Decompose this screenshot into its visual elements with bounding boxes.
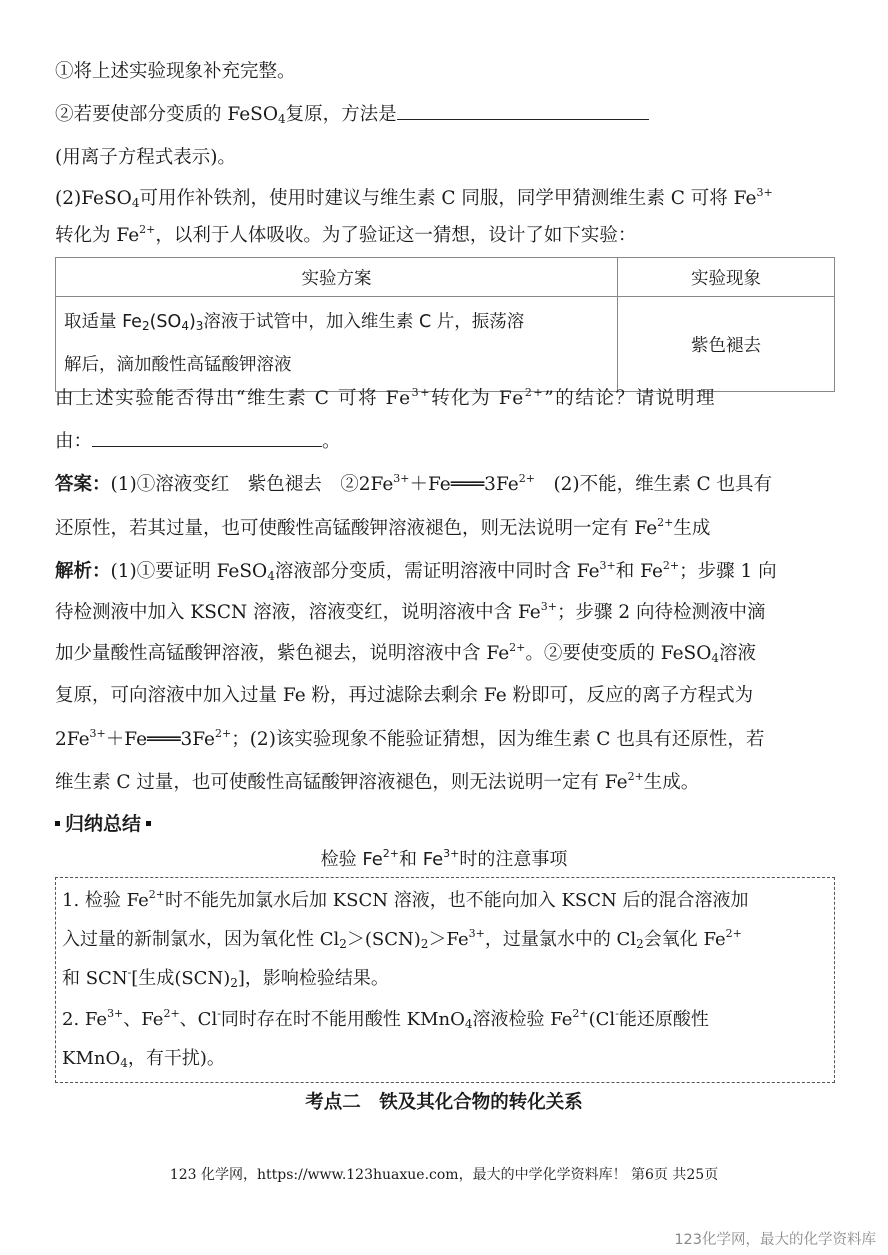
answer-line-2: 还原性，若其过量，也可使酸性高锰酸钾溶液褪色，则无法说明一定有 $Fe^{2+}$生成 (55, 516, 711, 539)
answer-blank-1 (397, 101, 649, 120)
observation-cell: 紫色褪去 (618, 297, 835, 392)
analysis-line-2: 待检测液中加入 KSCN 溶液，溶液变红，说明溶液中含 $Fe^{3+}$；步骤 2 向待检测液中滴 (55, 600, 766, 623)
section-title: 考点二 铁及其化合物的转化关系 (305, 1092, 583, 1113)
note-2-line-2: KMnO$_4$，有干扰)。 (62, 1048, 225, 1070)
bullet-square-icon (55, 821, 60, 826)
summary-title: 检验 $Fe^{2+}$和 $Fe^{3+}$时的注意事项 (320, 847, 568, 870)
question-2-line-2: 转化为 $Fe^{2+}$，以利于人体吸收。为了验证这一猜想，设计了如下实验： (55, 223, 637, 246)
note-2-line-1: 2. $Fe^{3+}$、$Fe^{2+}$、Cl-同时存在时不能用酸性 KMnO$_4$溶液检验 $Fe^{2+}(Cl^-$能还原酸性 (62, 1007, 709, 1031)
answer-label: 答案： (55, 474, 111, 495)
plan-cell: 取适量 $Fe_2(SO_4)_3$溶液于试管中，加入维生素 C 片，振荡溶 解后，滴加酸性高锰酸钾溶液 (56, 297, 618, 392)
notes-box (55, 877, 835, 1083)
bullet-square-icon (146, 821, 151, 826)
question-2-line-1: (2)FeSO$_4$可用作补铁剂，使用时建议与维生素 C 同服，同学甲猜测维生素 C 可将 $Fe^{3+}$ (55, 186, 773, 210)
question-2-line-3: 由上述实验能否得出“维生素 C 可将 $Fe^{3+}$转化为 $Fe^{2+}$”的结论？请说明理 (55, 386, 717, 409)
note-1-line-1: 1. 检验 $Fe^{2+}$时不能先加氯水后加 KSCN 溶液，也不能向加入 KSCN 后的混合溶液加 (62, 888, 749, 911)
analysis-line-6: 维生素 C 过量，也可使酸性高锰酸钾溶液褪色，则无法说明一定有 $Fe^{2+}$生成。 (55, 770, 700, 793)
analysis-line-5: $2Fe^{3+}+Fe═══3Fe^{2+}$；(2)该实验现象不能验证猜想，因为维生素 C 也具有还原性，若 (55, 727, 765, 750)
header-observation: 实验现象 (618, 258, 835, 297)
table-row (56, 297, 835, 392)
analysis-label: 解析： (55, 561, 111, 582)
answer-blank-2 (92, 428, 322, 447)
note-1-line-2: 入过量的新制氯水，因为氧化性 $Cl_2>(SCN)_2>Fe^{3+}$，过量氯水中的 $Cl_2$会氧化 $Fe^{2+}$ (62, 927, 742, 951)
note-1-line-3: 和 SCN-[生成$(SCN)_2$]，影响检验结果。 (62, 966, 389, 990)
experiment-table (55, 257, 835, 392)
analysis-line-4: 复原，可向溶液中加入过量 Fe 粉，再过滤除去剩余 Fe 粉即可，反应的离子方程式为 (55, 685, 754, 706)
header-plan: 实验方案 (56, 258, 618, 297)
watermark: 123化学网，最大的化学资料库 (674, 1232, 876, 1248)
analysis-line-1: 解析：(1)①要证明 FeSO$_4$溶液部分变质，需证明溶液中同时含 $Fe^{3+}$和 $Fe^{2+}$；步骤 1 向 (55, 559, 777, 583)
question-2-line-4: 由： 。 (55, 427, 341, 453)
question-1-item-2: ②若要使部分变质的 FeSO$_4$复原，方法是 (55, 100, 649, 126)
question-1-item-2-note: (用离子方程式表示)。 (55, 147, 236, 168)
page-footer: 123 化学网，https://www.123huaxue.com，最大的中学化学资料库！ 第6页 共25页 (169, 1167, 719, 1183)
summary-heading: 归纳总结 (55, 809, 151, 836)
question-1-item-1: ①将上述实验现象补充完整。 (55, 61, 296, 82)
table-header-row (56, 258, 835, 297)
analysis-line-3: 加少量酸性高锰酸钾溶液，紫色褪去，说明溶液中含 $Fe^{2+}$。②要使变质的 FeSO$_4$溶液 (55, 641, 757, 665)
answer-line-1: 答案：(1)①溶液变红 紫色褪去 $②2Fe^{3+}+Fe═══3Fe^{2+}$ (2)不能，维生素 C 也具有 (55, 472, 773, 495)
